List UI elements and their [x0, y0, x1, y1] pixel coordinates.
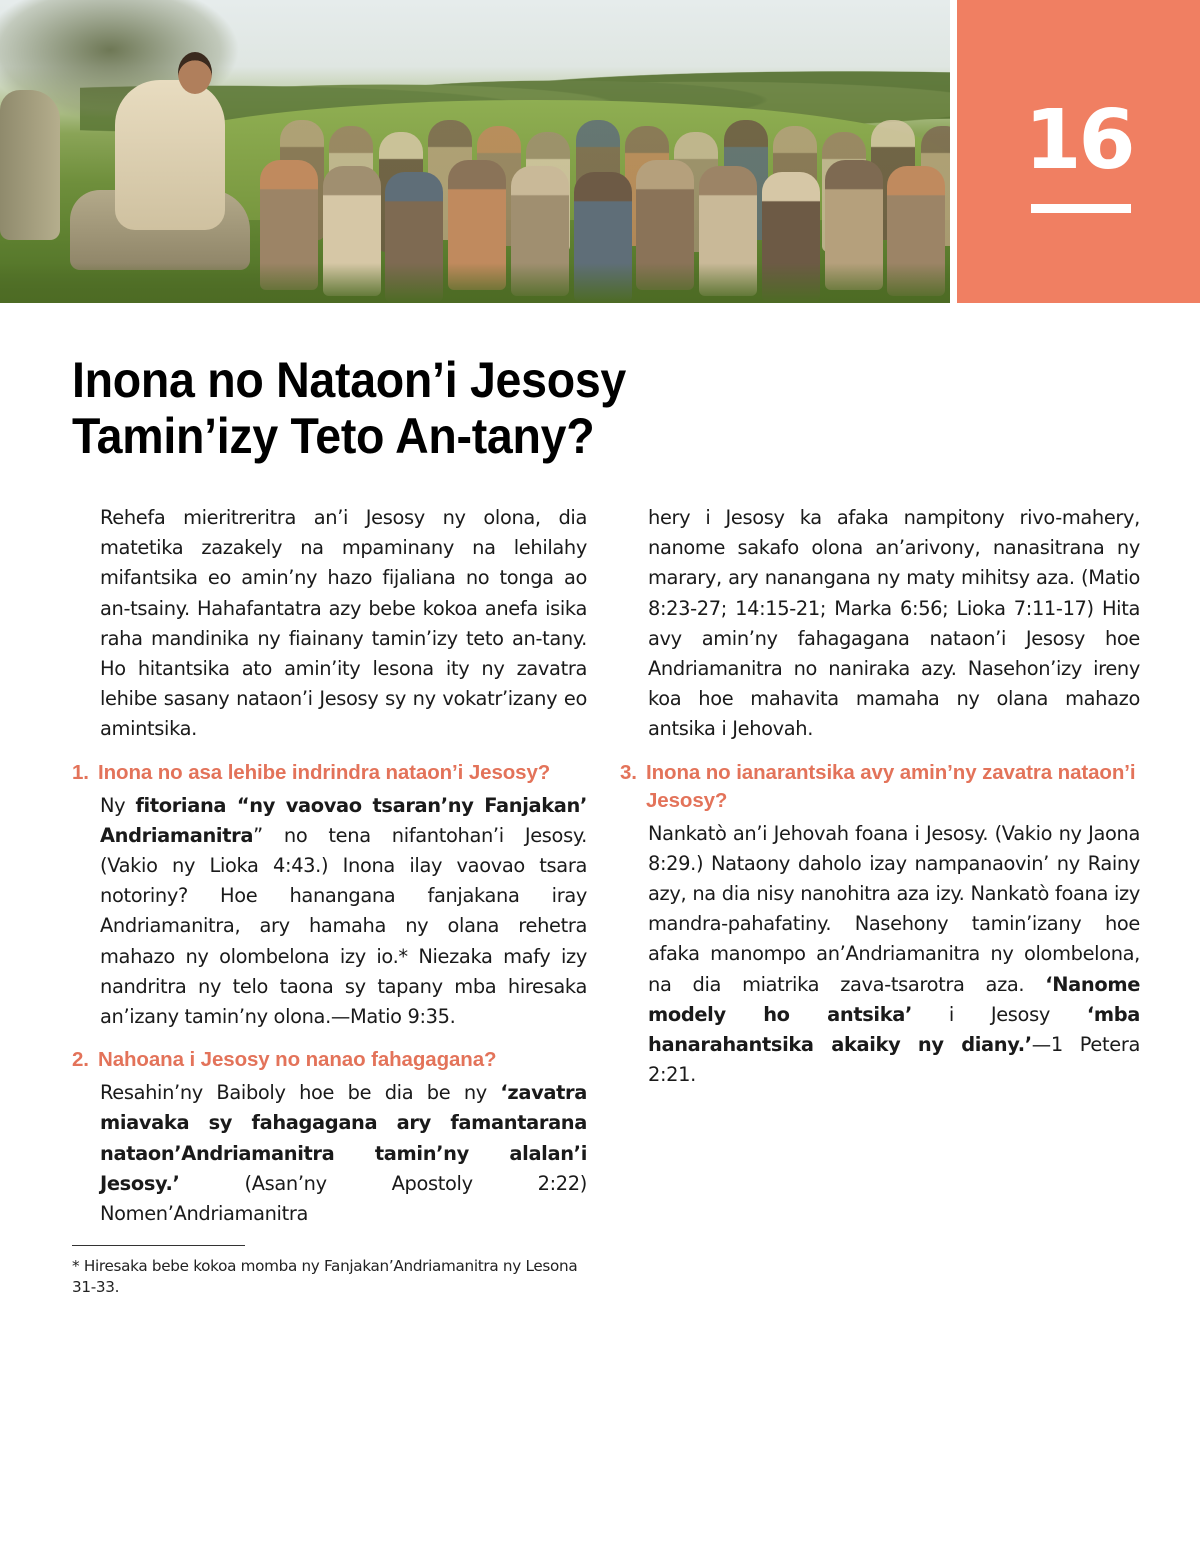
lesson-number-badge [957, 0, 1200, 303]
question-text: Inona no asa lehibe indrindra nataon’i Jesosy? [98, 760, 551, 784]
answer-text: Resahin’ny Baiboly hoe be dia be ny [100, 1081, 501, 1105]
question-number: 2. [72, 1048, 89, 1072]
answer-text: (Asan’ny Apostoly 2:22) Nomen’Andriamanitra [100, 1171, 587, 1226]
jesus-figure [115, 80, 225, 230]
answer-emphasis: ‘zavatra miavaka sy fahagagana ary famantarana nataon’Andriamanitra tamin’ny alalan’i Jesosy.’ [100, 1081, 587, 1195]
answer-1-paragraph [72, 791, 587, 1033]
right-column [620, 503, 1140, 1090]
question-number: 3. [620, 760, 637, 784]
jesus-head [178, 52, 212, 94]
rock [0, 90, 60, 240]
intro-paragraph: Rehefa mieritreritra an’i Jesosy ny olona, dia matetika zazakely na mpaminany na lehilahy mifantsika eo amin’ny hazo fijaliana no tonga ao an-tsainy. Hahafantatra azy bebe kokoa anefa isika raha mandinika ny fiainany tamin’izy teto an-tany. Ho hitantsika ato amin’ity lesona ity ny zavatra lehibe sasany nataon’i Jesosy sy ny vokatr’izany eo amintsika. [100, 506, 587, 741]
answer-text: Ny [100, 793, 136, 817]
answer-emphasis: ‘Nanome modely ho antsika’ [648, 972, 1140, 1026]
lesson-number: 16 [1024, 93, 1133, 188]
answer-text: —1 Petera 2:21. [648, 1033, 1140, 1087]
answer-text: ” no tena nifantohan’i Jesosy. (Vakio ny Lioka 4:43.) Inona ilay vaovao tsara notoriny? Hoe hanangana fanjakana iray Andriamanitra, ary hamaha ny olana rehetra mahazo ny olombelona izy io.* Niezaka mafy izy nandritra ny telo taona sy tapany mba hiresaka an’izany tamin’ny olona.—Matio 9:35. [100, 823, 587, 1029]
answer-2-paragraph [72, 1078, 587, 1229]
question-text: Inona no ianarantsika avy amin’ny zavatra nataon’i Jesosy? [646, 760, 1136, 812]
footnote: * Hiresaka bebe kokoa momba ny Fanjakan’Andriamanitra ny Lesona 31-33. [72, 1257, 578, 1297]
answer-3-paragraph [620, 819, 1140, 1091]
lesson-number-underline [1031, 204, 1131, 213]
answer-2-continuation: hery i Jesosy ka afaka nampitony rivo-mahery, nanome sakafo olona an’arivony, nanasitrana ny marary, ary nanangana ny maty mihitsy aza. (Matio 8:23-27; 14:15-21; Marka 6:56; Lioka 7:11-17) Hita avy amin’ny fahagagana nataon’i Jesosy hoe Andriamanitra no naniraka azy. Nasehon’izy ireny koa hoe mahavita mamaha ny olana mahazo antsika i Jehovah. [648, 506, 1140, 741]
title-line-2: Tamin’izy Teto An-tany? [72, 408, 595, 464]
answer-text: Nankatò an’i Jehovah foana i Jesosy. (Vakio ny Jaona 8:29.) Nataony daholo izay nampanaovin’ ny Rainy azy, na dia nisy nanohitra aza izy. Nankatò foana izy mandra-pahafatiny. Nasehony tamin’izany hoe afaka manompo an’Andriamanitra ny olombelona, na dia miatrika zava-tsarotra aza. [648, 821, 1140, 996]
answer-text: i Jesosy [912, 1002, 1087, 1026]
answer-emphasis: fitoriana “ny vaovao tsaran’ny Fanjakan’ Andriamanitra [100, 793, 587, 847]
foreground-grass [0, 263, 950, 303]
question-1 [72, 759, 587, 787]
page-title [72, 352, 723, 464]
question-text: Nahoana i Jesosy no nanao fahagagana? [98, 1048, 497, 1072]
left-column [72, 503, 587, 1298]
title-line-1: Inona no Nataon’i Jesosy [72, 352, 627, 408]
question-2 [72, 1046, 587, 1074]
header-photo [0, 0, 950, 303]
answer-emphasis: ‘mba hanarahantsika akaiky ny diany.’ [648, 1002, 1140, 1057]
footnote-divider [72, 1245, 245, 1246]
question-number: 1. [72, 760, 89, 784]
question-3 [620, 759, 1140, 815]
